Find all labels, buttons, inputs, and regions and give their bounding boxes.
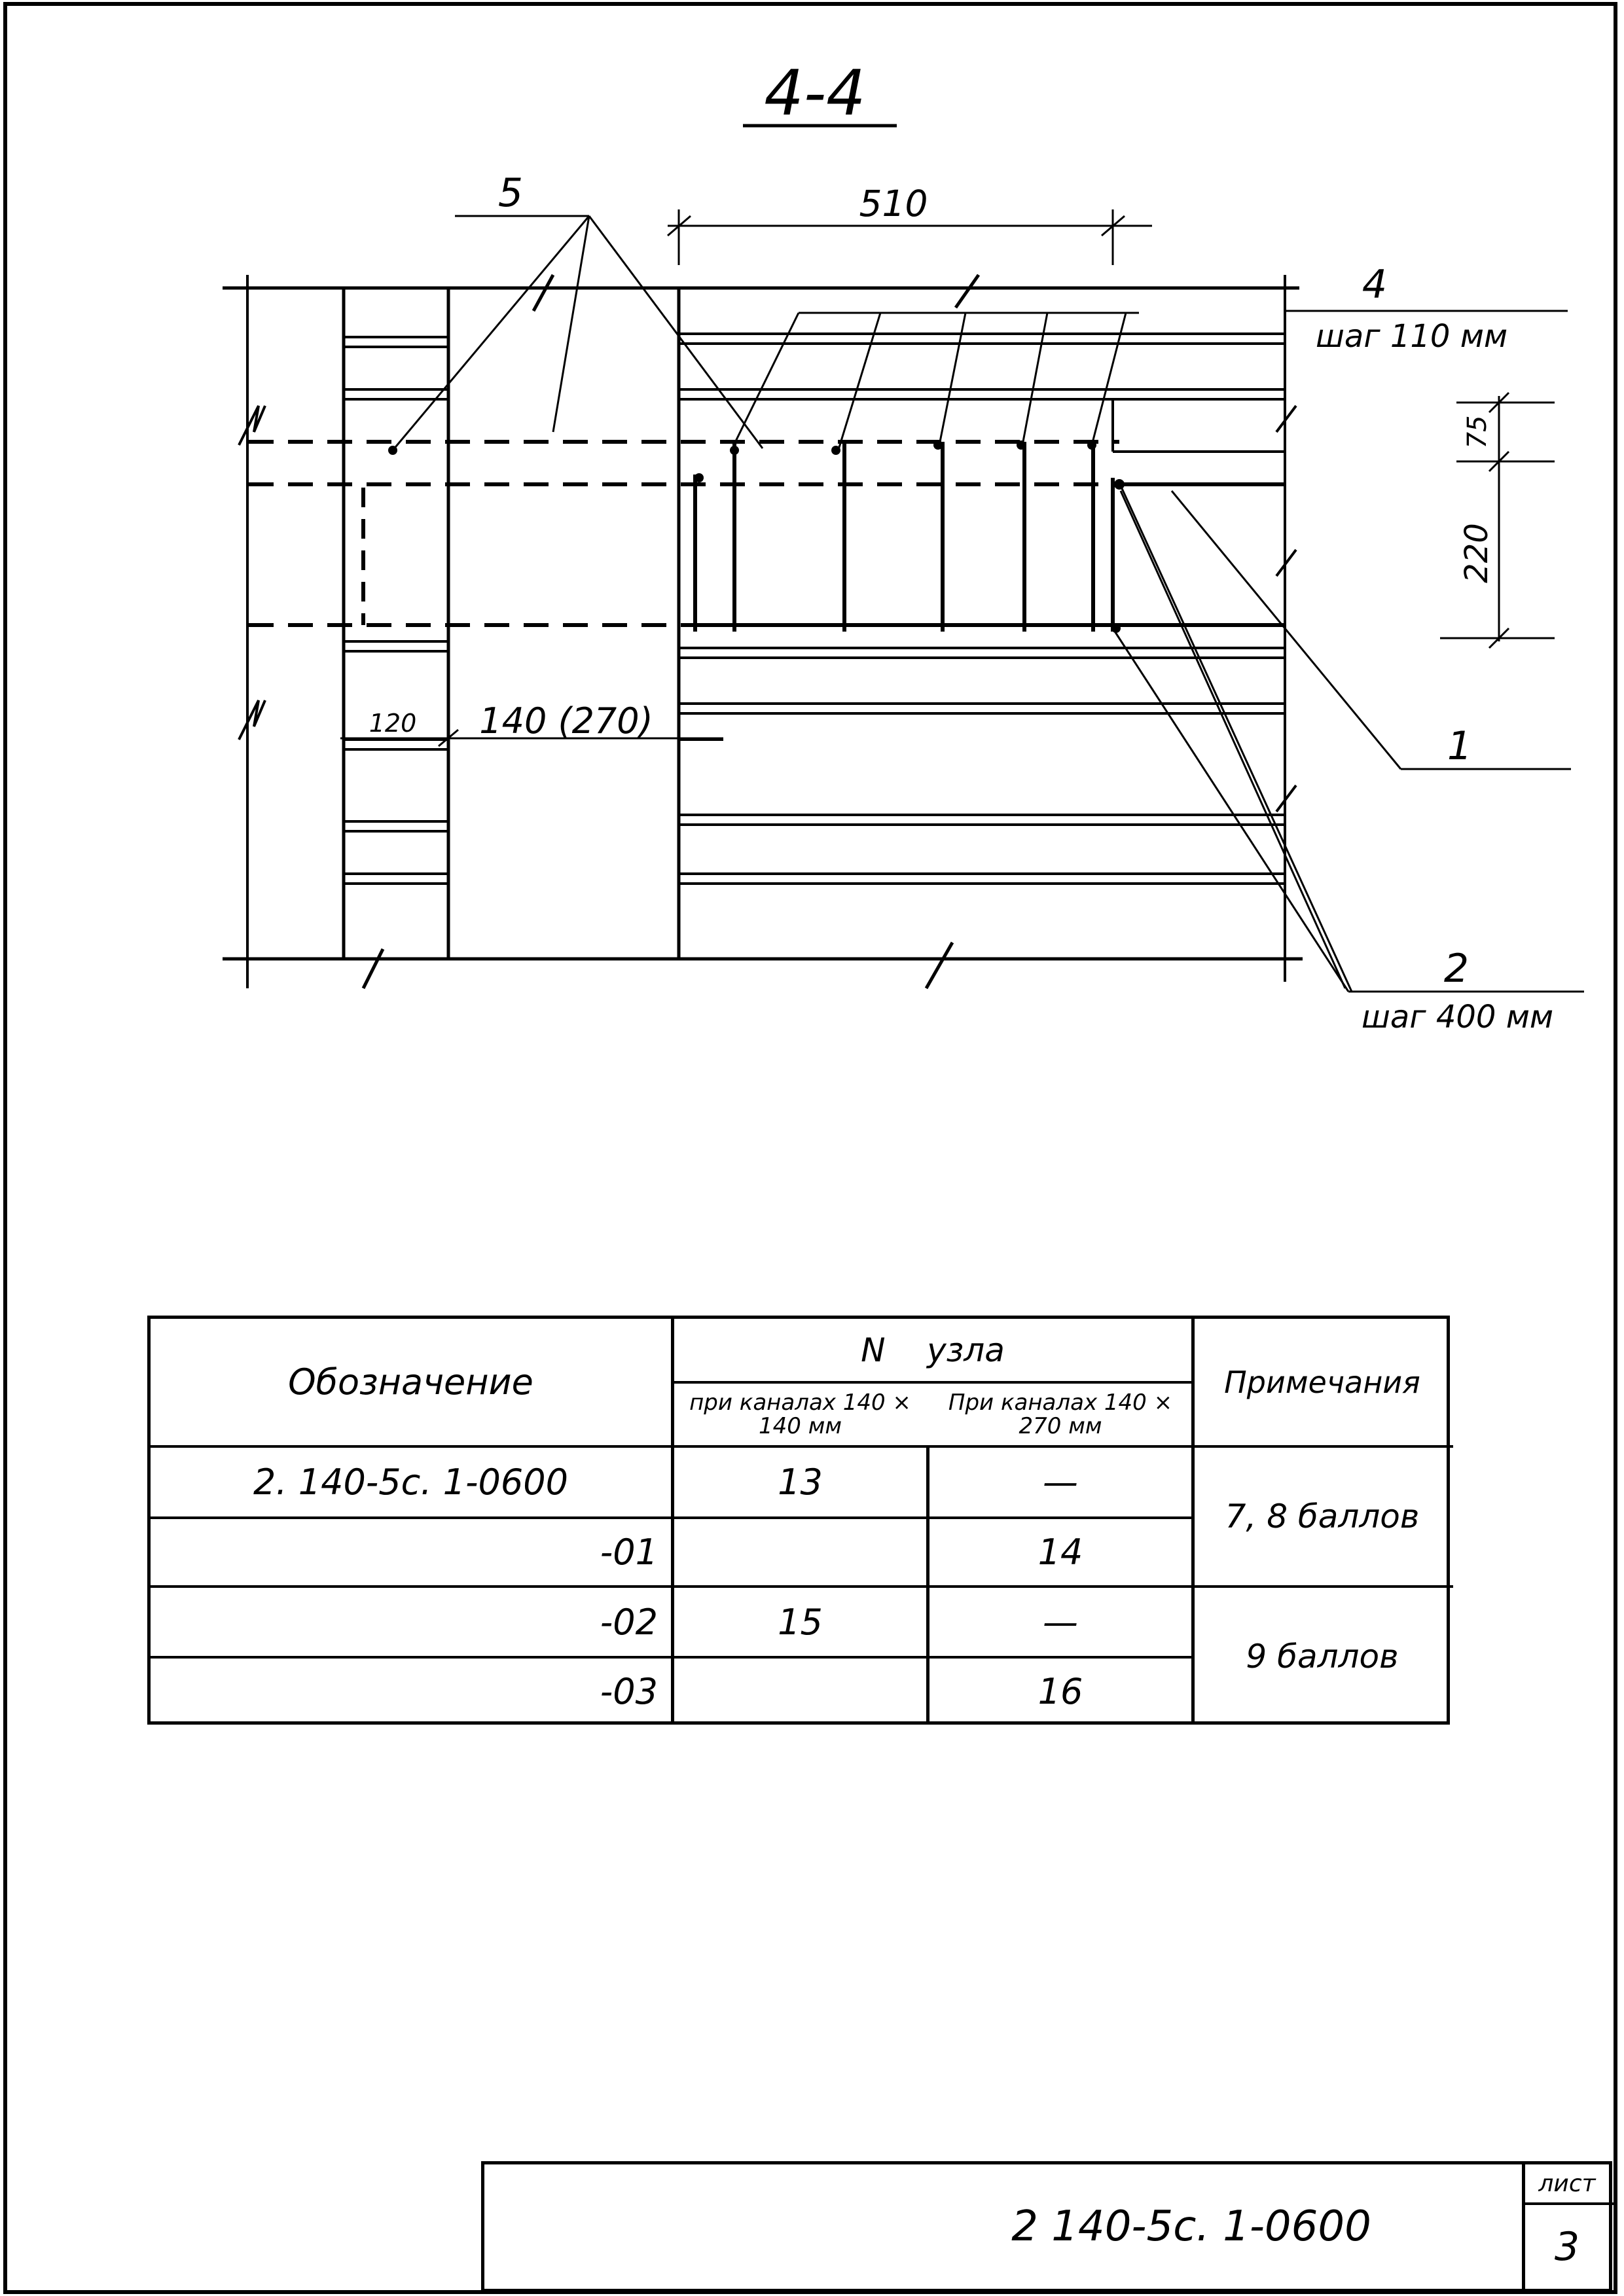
header-channels-140: при каналах 140 × 140 мм bbox=[689, 1390, 911, 1439]
note-9-points: 9 баллов bbox=[1246, 1637, 1399, 1676]
header-notes: Примечания bbox=[1224, 1364, 1420, 1400]
row-2-ch270: 14 bbox=[1038, 1532, 1083, 1573]
header-node-number: N узла bbox=[861, 1331, 1005, 1369]
row-4-designation: -03 bbox=[600, 1671, 658, 1712]
row-2-designation: -01 bbox=[600, 1532, 658, 1573]
row-1-ch270: — bbox=[1043, 1462, 1078, 1503]
dim-510: 510 bbox=[859, 183, 928, 224]
callout-1: 1 bbox=[1447, 723, 1473, 769]
row-1-ch140: 13 bbox=[778, 1462, 823, 1503]
callout-2-note: шаг 400 мм bbox=[1362, 999, 1554, 1035]
row-1-designation: 2. 140-5с. 1-0600 bbox=[253, 1462, 568, 1503]
sheet-label: лист bbox=[1538, 2170, 1596, 2197]
dim-220: 220 bbox=[1458, 523, 1495, 583]
row-3-ch270: — bbox=[1043, 1601, 1078, 1643]
sheet-number: 3 bbox=[1554, 2224, 1580, 2270]
dim-120: 120 bbox=[369, 709, 417, 738]
title-block bbox=[481, 2161, 1612, 2292]
callout-4-note: шаг 110 мм bbox=[1316, 318, 1508, 355]
callout-2: 2 bbox=[1443, 946, 1470, 992]
callout-4: 4 bbox=[1362, 262, 1388, 308]
note-7-8-points: 7, 8 баллов bbox=[1225, 1498, 1420, 1535]
row-4-ch270: 16 bbox=[1038, 1671, 1083, 1712]
row-4-ch140 bbox=[674, 1659, 926, 1725]
dim-140-270: 140 (270) bbox=[479, 700, 653, 742]
section-title: 4-4 bbox=[764, 58, 866, 130]
header-designation: Обозначение bbox=[288, 1361, 533, 1403]
doc-code: 2 140-5с. 1-0600 bbox=[1011, 2202, 1371, 2251]
row-3-designation: -02 bbox=[600, 1601, 658, 1643]
row-2-ch140 bbox=[674, 1519, 926, 1585]
row-3-ch140: 15 bbox=[778, 1601, 823, 1643]
callout-5: 5 bbox=[497, 170, 524, 216]
header-channels-270: При каналах 140 × 270 мм bbox=[948, 1390, 1173, 1439]
dim-75: 75 bbox=[1462, 415, 1492, 449]
spec-table bbox=[147, 1316, 1450, 1725]
